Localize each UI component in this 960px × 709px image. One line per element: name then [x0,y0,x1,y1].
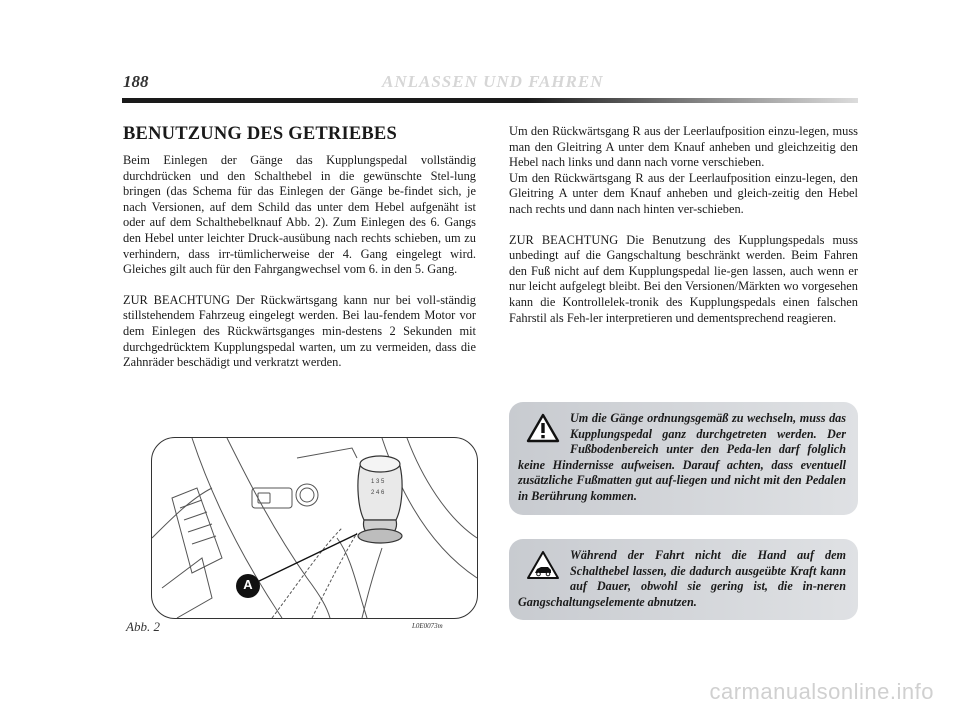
paragraph-reverse-right: Um den Rückwärtsgang R aus der Leerlaufposition einzu-legen, den Gleitring A unter dem Knauf anheben und gleich-zeitig den Hebel nach rechts und dann nach hinten ver-schieben. [509,170,858,216]
paragraph-reverse-left: Um den Rückwärtsgang R aus der Leerlaufposition einzu-legen, muss man den Gleitring A unter dem Knauf anheben und gleichzeitig den Hebel nach links und dann nach vorne verschieben. [509,124,858,170]
warning-text-clutch: Um die Gänge ordnungsgemäß zu wechseln, muss das Kupplungspedal ganz durchgetreten werden. Der Fußbodenbereich unter den Peda-len darf folglich keine Hindernisse aufweisen. Darauf achten, dass eventuell zusätzliche Fußmatten gut auf-liegen und nicht mit den Pedalen in Berührung kommen. [518,411,846,503]
warning-box-clutch [509,402,858,515]
callout-label-a: A [243,577,253,592]
warning-text-hand-on-lever: Während der Fahrt nicht die Hand auf dem Schalthebel lassen, die dadurch ausgeübte Kraft kann auf Dauer, obwohl sie gering ist, die in-neren Gangschaltungselemente abnutzen. [518,548,846,609]
right-column [509,124,858,341]
watermark: carmanualsonline.info [709,679,934,704]
warning-box-hand-on-lever [509,539,858,620]
page-number: 188 [123,72,149,91]
svg-text:2 4 6: 2 4 6 [371,490,385,496]
figure-caption: Abb. 2 [126,619,160,634]
gear-lever-drawing [152,438,477,618]
paragraph-reverse-note: ZUR BEACHTUNG Der Rückwärtsgang kann nur bei voll-ständig stillstehendem Fahrzeug eingelegt werden. Bei lau-fendem Motor vor dem Einlegen des Rückwärtsganges min-destens 2 Sekunden mit durchgedrücktem Kupplungspedal warten, um zu vermeiden, dass die Zahnräder beschädigt und verkratzt werden. [123,292,476,370]
paragraph-gear-engagement: Beim Einlegen der Gänge das Kupplungspedal vollständig durchdrücken und den Schalthebel in die gewünschte Stel-lung bringen (das Schema für das Einlegen der Gänge be-findet sich, je nach Versionen, auf dem Schild das unter dem Hebel aufgenäht ist oder auf dem Schalthebelknauf Abb. 2). Zum Einlegen des 6. Gangs den Hebel unter leichter Druck-ausübung nach rechts schieben, um zu verhindern, dass irr-tümlicherweise der 4. Gang eingelegt wird. Gleiches gilt auch für den Fahrgangwechsel vom 6. in den 5. Gang. [123,153,476,277]
left-column [123,124,476,371]
running-head: ANLASSEN UND FAHREN [382,72,604,91]
warning-triangle-icon [526,413,560,448]
header-rule [122,98,858,103]
car-damage-triangle-icon [526,550,560,585]
svg-text:1 3 5: 1 3 5 [371,479,385,485]
paragraph-clutch-note: ZUR BEACHTUNG Die Benutzung des Kupplungspedals muss unbedingt auf die Gangschaltung beschränkt werden. Beim Fahren den Fuß nicht auf dem Kupplungspedal lie-gen lassen, auch wenn er nur leicht aufgelegt bleibt. Bei den Versionen/Märkten wo vorgesehen kann die Kontrollelek-tronik des Kupplungspedals einen falschen Fahrstil als Feh-ler interpretieren und dementsprechend reagieren. [509,232,858,325]
figure-code: L0E0073m [412,622,443,630]
section-heading: BENUTZUNG DES GETRIEBES [123,124,397,144]
gear-lever-illustration [151,437,478,619]
